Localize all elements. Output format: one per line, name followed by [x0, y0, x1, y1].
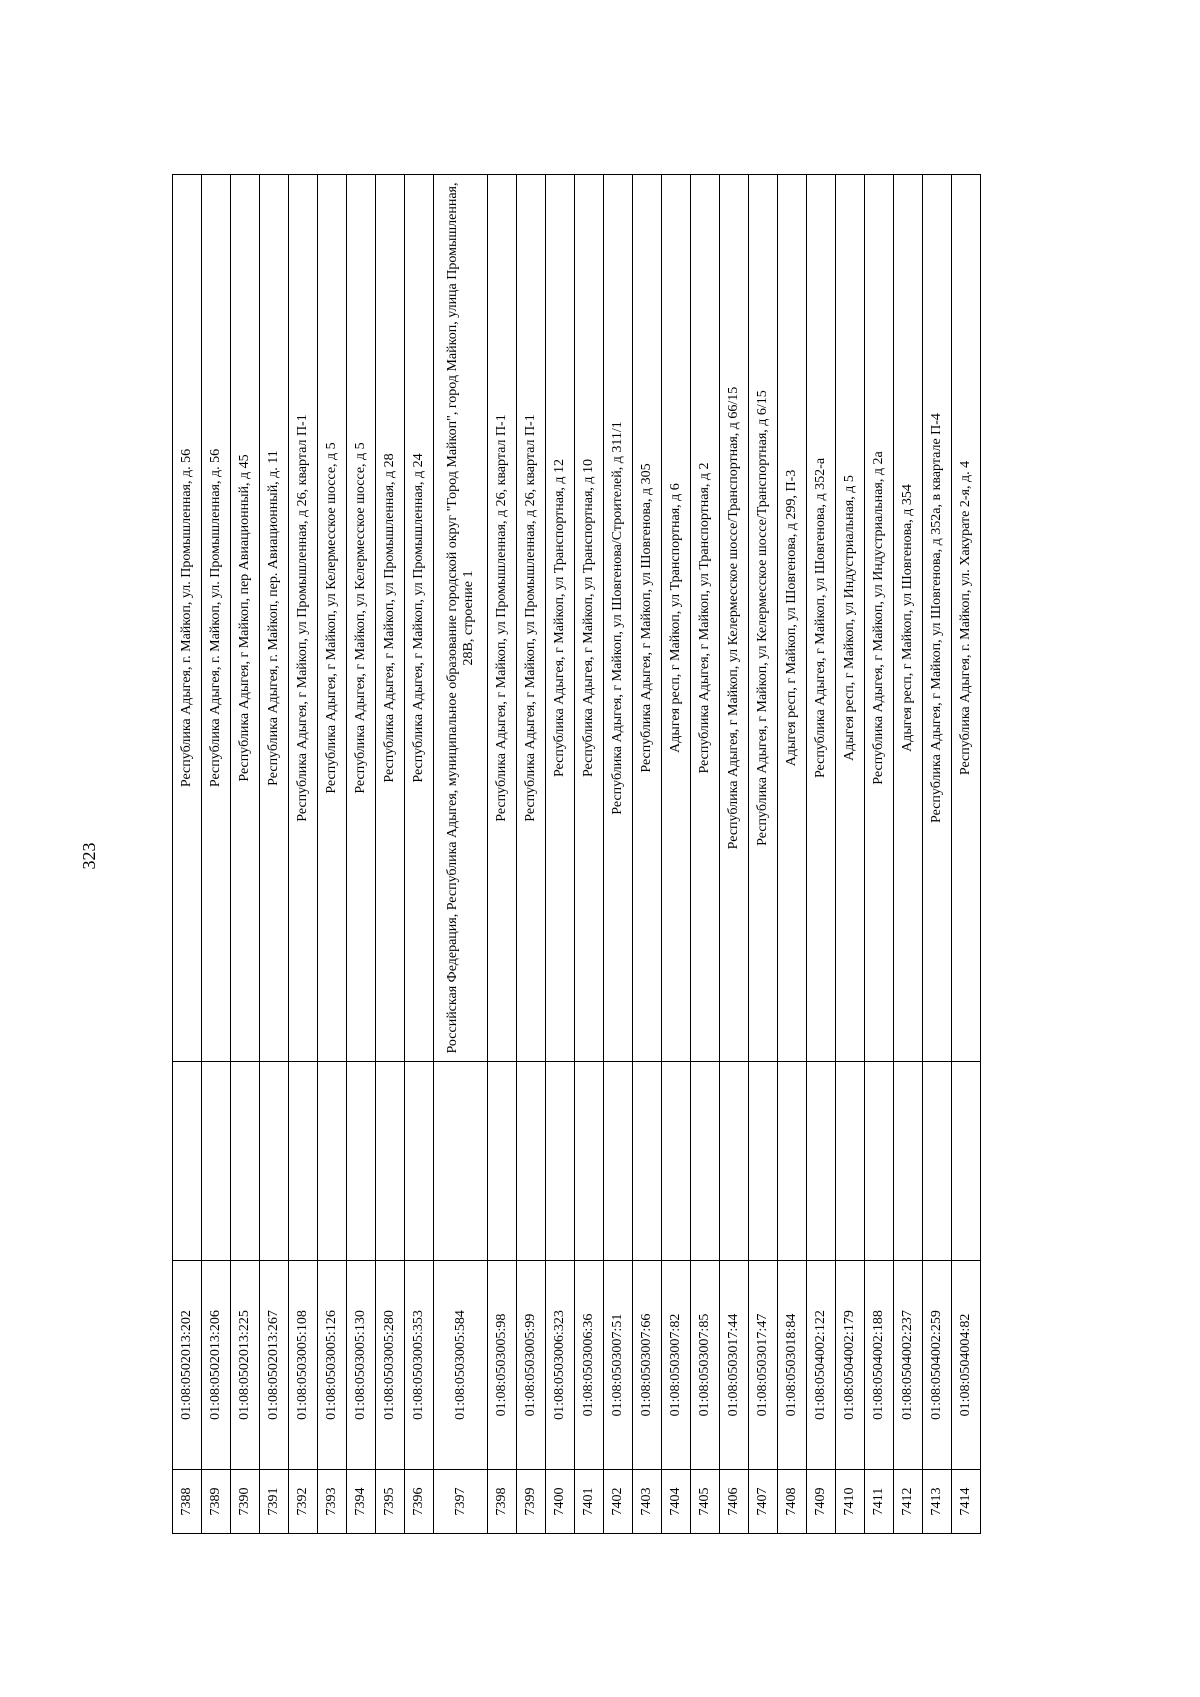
- cadastral-number-cell: 01:08:0503005:126: [318, 1261, 347, 1470]
- address-cell: Республика Адыгея, г Майкоп, ул Транспортная, д 12: [546, 175, 575, 1062]
- table-row: [923, 175, 952, 1534]
- empty-cell: [575, 1062, 604, 1261]
- cadastral-number-cell: 01:08:0503007:51: [604, 1261, 633, 1470]
- cadastral-number-cell: 01:08:0503005:280: [376, 1261, 405, 1470]
- row-number-cell: 7391: [260, 1470, 289, 1534]
- empty-cell: [289, 1062, 318, 1261]
- cadastral-number-cell: 01:08:0504002:237: [894, 1261, 923, 1470]
- row-number-cell: 7403: [633, 1470, 662, 1534]
- row-number-cell: 7402: [604, 1470, 633, 1534]
- table-row: [434, 175, 488, 1534]
- empty-cell: [260, 1062, 289, 1261]
- empty-cell: [633, 1062, 662, 1261]
- table-row: [575, 175, 604, 1534]
- table-row: [952, 175, 981, 1534]
- row-number-cell: 7401: [575, 1470, 604, 1534]
- empty-cell: [173, 1062, 202, 1261]
- cadastral-number-cell: 01:08:0502013:267: [260, 1261, 289, 1470]
- cadastral-number-cell: 01:08:0503007:85: [691, 1261, 720, 1470]
- address-cell: Республика Адыгея, г Майкоп, ул Келермесское шоссе/Транспортная, д 6/15: [749, 175, 778, 1062]
- address-cell: Республика Адыгея, г Майкоп, ул Промышленная, д 26, квартал П-1: [517, 175, 546, 1062]
- table-row: [604, 175, 633, 1534]
- table-row: [318, 175, 347, 1534]
- address-cell: Республика Адыгея, г. Майкоп, ул. Хакурате 2-я, д. 4: [952, 175, 981, 1062]
- cadastral-number-cell: 01:08:0503017:47: [749, 1261, 778, 1470]
- row-number-cell: 7399: [517, 1470, 546, 1534]
- empty-cell: [865, 1062, 894, 1261]
- address-cell: Адыгея респ, г Майкоп, ул Шовгенова, д 354: [894, 175, 923, 1062]
- address-cell: Республика Адыгея, г. Майкоп, ул. Промышленная, д. 56: [202, 175, 231, 1062]
- table-row: [347, 175, 376, 1534]
- empty-cell: [347, 1062, 376, 1261]
- cadastral-number-cell: 01:08:0503005:99: [517, 1261, 546, 1470]
- empty-cell: [231, 1062, 260, 1261]
- cadastral-number-cell: 01:08:0503005:98: [488, 1261, 517, 1470]
- cadastral-number-cell: 01:08:0502013:225: [231, 1261, 260, 1470]
- empty-cell: [405, 1062, 434, 1261]
- table-row: [289, 175, 318, 1534]
- address-cell: Республика Адыгея, г. Майкоп, пер. Авиационный, д. 11: [260, 175, 289, 1062]
- row-number-cell: 7397: [434, 1470, 488, 1534]
- address-cell: Республика Адыгея, г Майкоп, ул Шовгенова, д 305: [633, 175, 662, 1062]
- empty-cell: [778, 1062, 807, 1261]
- cadastral-number-cell: 01:08:0504002:122: [807, 1261, 836, 1470]
- table-row: [633, 175, 662, 1534]
- address-cell: Российская Федерация, Республика Адыгея, муниципальное образование городской округ "Город Майкоп", город Майкоп, улица Промышленная, 28В, строение 1: [434, 175, 488, 1062]
- cadastral-number-cell: 01:08:0503017:44: [720, 1261, 749, 1470]
- address-cell: Республика Адыгея, г Майкоп, ул Промышленная, д 28: [376, 175, 405, 1062]
- cadastral-number-cell: 01:08:0504004:82: [952, 1261, 981, 1470]
- row-number-cell: 7393: [318, 1470, 347, 1534]
- row-number-cell: 7409: [807, 1470, 836, 1534]
- table-row: [260, 175, 289, 1534]
- table-row: [488, 175, 517, 1534]
- address-cell: Республика Адыгея, г Майкоп, ул Келермесское шоссе, д 5: [347, 175, 376, 1062]
- address-cell: Адыгея респ, г Майкоп, ул Индустриальная, д 5: [836, 175, 865, 1062]
- empty-cell: [894, 1062, 923, 1261]
- table-row: [807, 175, 836, 1534]
- address-cell: Республика Адыгея, г Майкоп, ул Келермесское шоссе/Транспортная, д 66/15: [720, 175, 749, 1062]
- table-row: [231, 175, 260, 1534]
- cadastral-number-cell: 01:08:0503005:108: [289, 1261, 318, 1470]
- table-row: [517, 175, 546, 1534]
- property-register-table: [172, 174, 981, 1534]
- table-row: [202, 175, 231, 1534]
- empty-cell: [604, 1062, 633, 1261]
- row-number-cell: 7388: [173, 1470, 202, 1534]
- address-cell: Республика Адыгея, г Майкоп, пер Авиационный, д 45: [231, 175, 260, 1062]
- table-row: [405, 175, 434, 1534]
- cadastral-number-cell: 01:08:0502013:206: [202, 1261, 231, 1470]
- table-row: [173, 175, 202, 1534]
- empty-cell: [434, 1062, 488, 1261]
- row-number-cell: 7410: [836, 1470, 865, 1534]
- cadastral-number-cell: 01:08:0503005:353: [405, 1261, 434, 1470]
- row-number-cell: 7412: [894, 1470, 923, 1534]
- cadastral-number-cell: 01:08:0503018:84: [778, 1261, 807, 1470]
- cadastral-number-cell: 01:08:0503005:130: [347, 1261, 376, 1470]
- cadastral-number-cell: 01:08:0504002:259: [923, 1261, 952, 1470]
- cadastral-number-cell: 01:08:0504002:179: [836, 1261, 865, 1470]
- empty-cell: [376, 1062, 405, 1261]
- cadastral-number-cell: 01:08:0503006:323: [546, 1261, 575, 1470]
- cadastral-number-cell: 01:08:0502013:202: [173, 1261, 202, 1470]
- address-cell: Республика Адыгея, г. Майкоп, ул. Промышленная, д. 56: [173, 175, 202, 1062]
- row-number-cell: 7390: [231, 1470, 260, 1534]
- table-row: [865, 175, 894, 1534]
- address-cell: Республика Адыгея, г Майкоп, ул Келермесское шоссе, д 5: [318, 175, 347, 1062]
- row-number-cell: 7405: [691, 1470, 720, 1534]
- address-cell: Республика Адыгея, г Майкоп, ул Шовгенова/Строителей, д 311/1: [604, 175, 633, 1062]
- row-number-cell: 7394: [347, 1470, 376, 1534]
- table-row: [749, 175, 778, 1534]
- empty-cell: [662, 1062, 691, 1261]
- empty-cell: [749, 1062, 778, 1261]
- row-number-cell: 7413: [923, 1470, 952, 1534]
- row-number-cell: 7407: [749, 1470, 778, 1534]
- empty-cell: [807, 1062, 836, 1261]
- row-number-cell: 7400: [546, 1470, 575, 1534]
- address-cell: Республика Адыгея, г Майкоп, ул Шовгенова, д 352-а: [807, 175, 836, 1062]
- row-number-cell: 7404: [662, 1470, 691, 1534]
- address-cell: Республика Адыгея, г Майкоп, ул Промышленная, д 26, квартал П-1: [488, 175, 517, 1062]
- table-row: [546, 175, 575, 1534]
- cadastral-number-cell: 01:08:0503006:36: [575, 1261, 604, 1470]
- address-cell: Республика Адыгея, г Майкоп, ул Транспортная, д 2: [691, 175, 720, 1062]
- table-row: [691, 175, 720, 1534]
- empty-cell: [202, 1062, 231, 1261]
- empty-cell: [318, 1062, 347, 1261]
- row-number-cell: 7396: [405, 1470, 434, 1534]
- address-cell: Республика Адыгея, г Майкоп, ул Шовгенова, д 352а, в квартале П-4: [923, 175, 952, 1062]
- empty-cell: [546, 1062, 575, 1261]
- empty-cell: [952, 1062, 981, 1261]
- address-cell: Республика Адыгея, г Майкоп, ул Промышленная, д 26, квартал П-1: [289, 175, 318, 1062]
- cadastral-number-cell: 01:08:0504002:188: [865, 1261, 894, 1470]
- empty-cell: [488, 1062, 517, 1261]
- table-body: [173, 175, 981, 1534]
- table-row: [376, 175, 405, 1534]
- table-row: [778, 175, 807, 1534]
- row-number-cell: 7406: [720, 1470, 749, 1534]
- row-number-cell: 7411: [865, 1470, 894, 1534]
- row-number-cell: 7392: [289, 1470, 318, 1534]
- address-cell: Адыгея респ, г Майкоп, ул Транспортная, д 6: [662, 175, 691, 1062]
- empty-cell: [691, 1062, 720, 1261]
- row-number-cell: 7414: [952, 1470, 981, 1534]
- table-row: [662, 175, 691, 1534]
- row-number-cell: 7398: [488, 1470, 517, 1534]
- row-number-cell: 7408: [778, 1470, 807, 1534]
- table-row: [894, 175, 923, 1534]
- address-cell: Республика Адыгея, г Майкоп, ул Транспортная, д 10: [575, 175, 604, 1062]
- table-row: [836, 175, 865, 1534]
- table-row: [720, 175, 749, 1534]
- empty-cell: [836, 1062, 865, 1261]
- rotated-table-container: [172, 174, 1082, 1534]
- cadastral-number-cell: 01:08:0503005:584: [434, 1261, 488, 1470]
- empty-cell: [923, 1062, 952, 1261]
- cadastral-number-cell: 01:08:0503007:66: [633, 1261, 662, 1470]
- address-cell: Адыгея респ, г Майкоп, ул Шовгенова, д 299, П-3: [778, 175, 807, 1062]
- page-number: 323: [79, 842, 99, 870]
- address-cell: Республика Адыгея, г Майкоп, ул Промышленная, д 24: [405, 175, 434, 1062]
- row-number-cell: 7395: [376, 1470, 405, 1534]
- cadastral-number-cell: 01:08:0503007:82: [662, 1261, 691, 1470]
- row-number-cell: 7389: [202, 1470, 231, 1534]
- empty-cell: [720, 1062, 749, 1261]
- address-cell: Республика Адыгея, г Майкоп, ул Индустриальная, д 2а: [865, 175, 894, 1062]
- empty-cell: [517, 1062, 546, 1261]
